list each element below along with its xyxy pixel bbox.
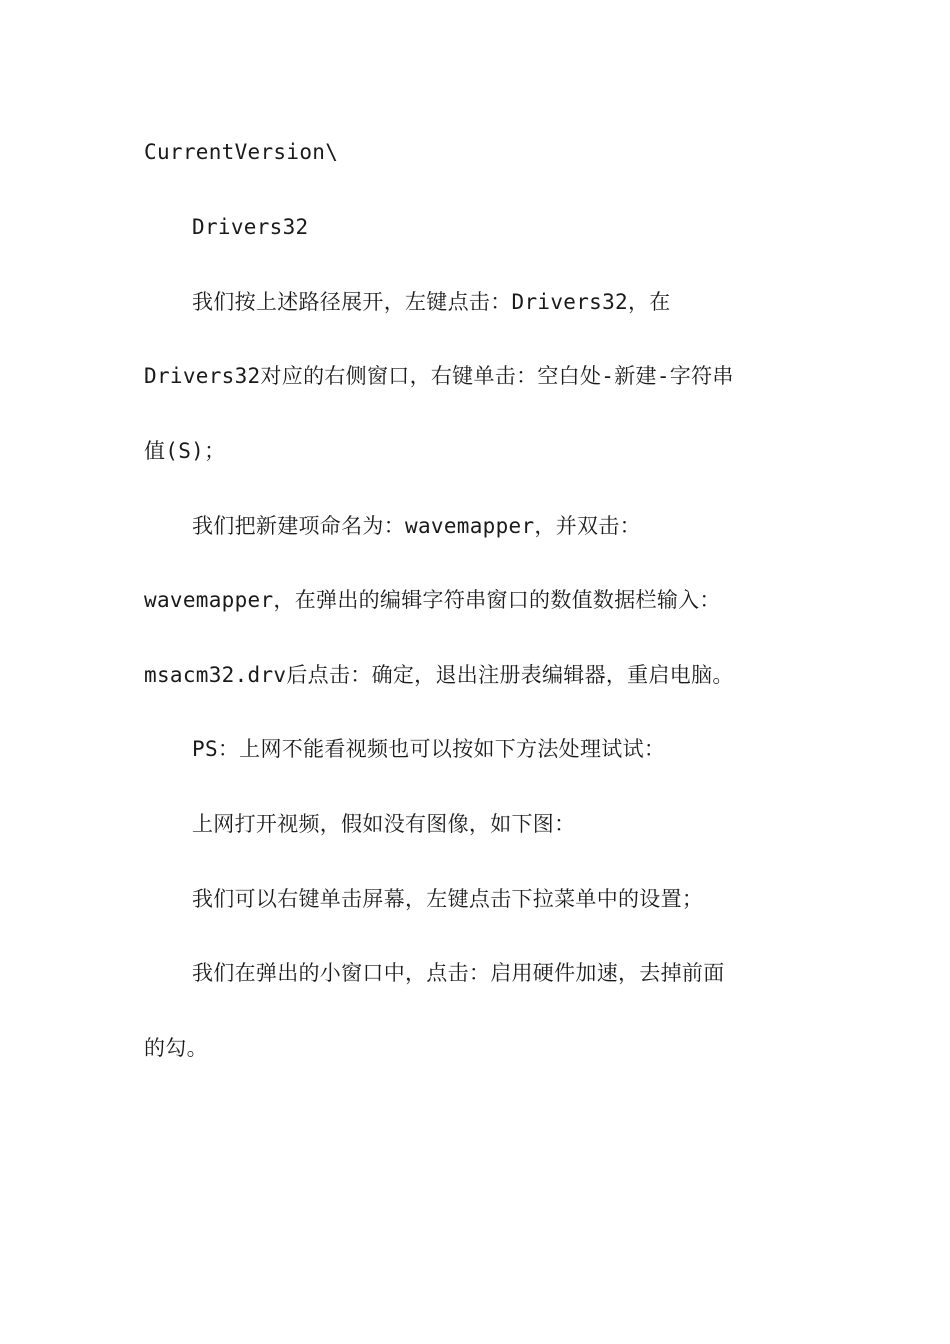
paragraph-line: wavemapper，在弹出的编辑字符串窗口的数值数据栏输入： — [144, 588, 721, 612]
paragraph-line: 我们按上述路径展开，左键点击：Drivers32，在 — [192, 290, 671, 314]
paragraph-line: 值(S)； — [144, 439, 226, 463]
text-line: Drivers32 — [192, 215, 309, 239]
paragraph-line: 我们把新建项命名为：wavemapper，并双击： — [192, 514, 641, 538]
paragraph-line: Drivers32对应的右侧窗口，右键单击：空白处-新建-字符串 — [144, 364, 734, 388]
paragraph-line: 我们在弹出的小窗口中，点击：启用硬件加速，去掉前面 — [192, 961, 725, 985]
paragraph-line: msacm32.drv后点击：确定，退出注册表编辑器，重启电脑。 — [144, 663, 734, 687]
paragraph-line: PS：上网不能看视频也可以按如下方法处理试试： — [192, 737, 666, 761]
text-line: CurrentVersion\ — [144, 140, 339, 164]
paragraph-line: 的勾。 — [144, 1036, 208, 1060]
paragraph-line: 上网打开视频，假如没有图像，如下图： — [192, 812, 576, 836]
paragraph-line: 我们可以右键单击屏幕，左键点击下拉菜单中的设置； — [192, 887, 704, 911]
